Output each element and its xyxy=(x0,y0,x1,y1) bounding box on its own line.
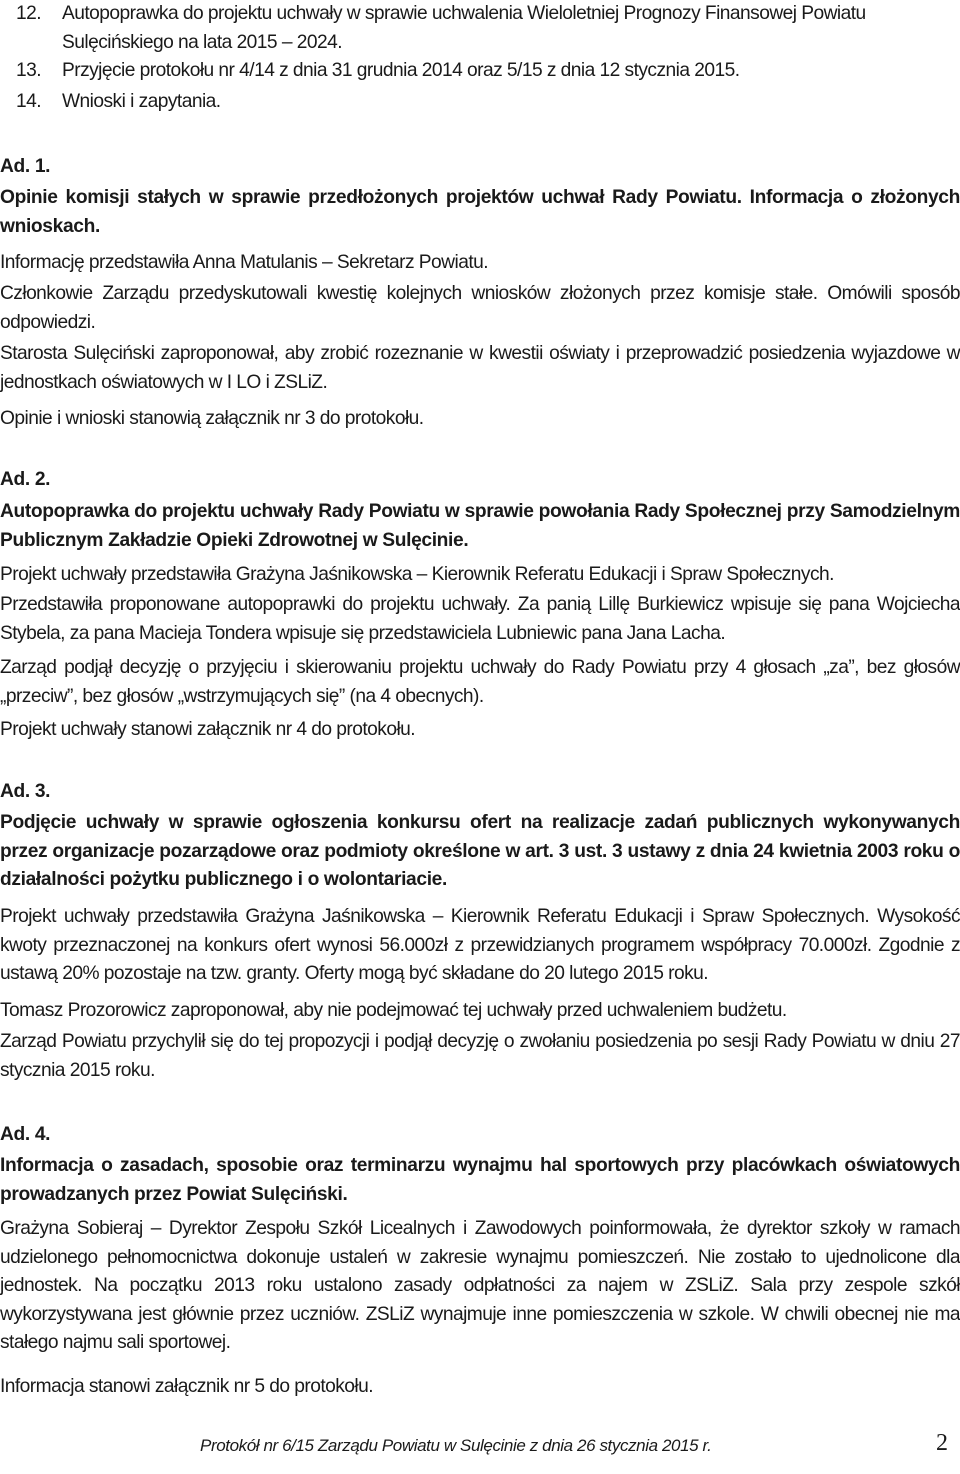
paragraph: Opinie i wnioski stanowią załącznik nr 3 do protokołu. xyxy=(0,408,424,429)
section-heading: Ad. 2. xyxy=(0,469,51,490)
page-footer: Protokół nr 6/15 Zarządu Powiatu w Sulęcinie z dnia 26 stycznia 2015 r. xyxy=(200,1436,712,1455)
paragraph: Zarząd Powiatu przychylił się do tej propozycji i podjął decyzję o zwołaniu posiedzenia po sesji Rady Powiatu w dniu 27 stycznia 2015 roku. xyxy=(0,1031,960,1081)
paragraph: Członkowie Zarządu przedyskutowali kwestię kolejnych wniosków złożonych przez komisje stałe. Omówili sposób odpowiedzi. xyxy=(0,283,960,333)
section-heading: Ad. 4. xyxy=(0,1124,51,1145)
agenda-text: Autopoprawka do projektu uchwały w sprawie uchwalenia Wieloletniej Prognozy Finansowej Powiatu xyxy=(62,3,866,24)
section-title: Autopoprawka do projektu uchwały Rady Powiatu w sprawie powołania Rady Społecznej przy Samodzielnym Publicznym Zakładzie Opieki Zdrowotnej w Sulęcinie. xyxy=(0,501,960,551)
agenda-item-12-continued xyxy=(0,29,960,58)
paragraph: Grażyna Sobieraj – Dyrektor Zespołu Szkół Licealnych i Zawodowych poinformowała, że dyrektor szkoły w ramach udzielonego pełnomocnictwa dokonuje ustaleń w zakresie wynajmu pomieszczeń. Nie zostało to ujednolicone dla jednostek. Na początku 2013 roku ustalono zasady odpłatności za najem w ZSLiZ. Sala przy zespole szkół wykorzystywana jest głównie przez uczniów. ZSLiZ wynajmuje inne pomieszczenia w szkole. W chwili obecnej nie ma stałego najmu sali sportowej. xyxy=(0,1218,960,1353)
agenda-text: Przyjęcie protokołu nr 4/14 z dnia 31 grudnia 2014 oraz 5/15 z dnia 12 stycznia 2015. xyxy=(62,60,740,81)
agenda-item-12 xyxy=(0,0,960,29)
paragraph: Zarząd podjął decyzję o przyjęciu i skierowaniu projektu uchwały do Rady Powiatu przy 4 głosach „za”, bez głosów „przeciw”, bez głosów „wstrzymujących się” (na 4 obecnych). xyxy=(0,657,960,707)
paragraph: Projekt uchwały przedstawiła Grażyna Jaśnikowska – Kierownik Referatu Edukacji i Spraw Społecznych. Wysokość kwoty przeznaczonej na konkurs ofert wynosi 56.000zł z przewidzianych programem współpracy 70.000zł. Zgodnie z ustawą 20% pozostaje na tzw. granty. Oferty mogą być składane do 20 lutego 2015 roku. xyxy=(0,906,960,984)
section-heading: Ad. 1. xyxy=(0,156,51,177)
paragraph: Starosta Sulęciński zaproponował, aby zrobić rozeznanie w kwestii oświaty i przeprowadzić posiedzenia wyjazdowe w jednostkach oświatowych w I LO i ZSLiZ. xyxy=(0,343,960,393)
agenda-item-14 xyxy=(0,88,960,117)
section-title: Informacja o zasadach, sposobie oraz terminarzu wynajmu hal sportowych przy placówkach oświatowych prowadzanych przez Powiat Sulęciński. xyxy=(0,1155,960,1205)
agenda-number: 13. xyxy=(16,60,42,81)
agenda-number: 12. xyxy=(16,3,42,24)
section-heading: Ad. 3. xyxy=(0,781,51,802)
agenda-number: 14. xyxy=(16,91,42,112)
agenda-text: Sulęcińskiego na lata 2015 – 2024. xyxy=(62,31,342,53)
paragraph: Projekt uchwały stanowi załącznik nr 4 do protokołu. xyxy=(0,719,416,740)
paragraph: Informacja stanowi załącznik nr 5 do protokołu. xyxy=(0,1376,374,1397)
paragraph: Tomasz Prozorowicz zaproponował, aby nie podejmować tej uchwały przed uchwaleniem budżetu. xyxy=(0,1000,787,1021)
section-title: Opinie komisji stałych w sprawie przedłożonych projektów uchwał Rady Powiatu. Informacja o złożonych wnioskach. xyxy=(0,187,960,237)
paragraph: Informację przedstawiła Anna Matulanis – Sekretarz Powiatu. xyxy=(0,252,489,273)
paragraph: Przedstawiła proponowane autopoprawki do projektu uchwały. Za panią Lillę Burkiewicz wpisuje się pana Wojciecha Stybela, za pana Macieja Tondera wpisuje się przedstawiciela Lubniewic pana Jana Lacha. xyxy=(0,594,960,644)
agenda-item-13 xyxy=(0,57,960,86)
section-title: Podjęcie uchwały w sprawie ogłoszenia konkursu ofert na realizacje zadań publicznych wykonywanych przez organizacje pozarządowe oraz podmioty określone w art. 3 ust. 3 ustawy z dnia 24 kwietnia 2003 roku o działalności pożytku publicznego i o wolontariacie. xyxy=(0,812,960,890)
page-number: 2 xyxy=(936,1430,948,1456)
agenda-text: Wnioski i zapytania. xyxy=(62,91,221,112)
paragraph: Projekt uchwały przedstawiła Grażyna Jaśnikowska – Kierownik Referatu Edukacji i Spraw Społecznych. xyxy=(0,564,834,585)
